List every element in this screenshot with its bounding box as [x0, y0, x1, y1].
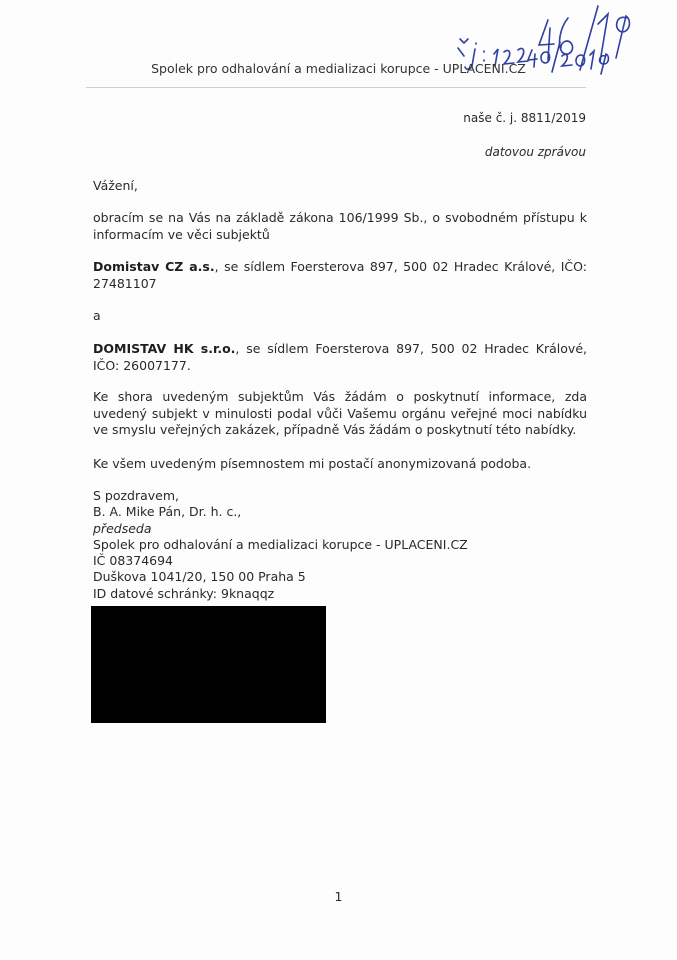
- closing: S pozdravem,: [93, 488, 180, 503]
- header-divider: [86, 87, 586, 88]
- handwritten-annotation: [420, 0, 660, 100]
- anonymization-paragraph: Ke všem uvedeným písemnostem mi postačí anonymizovaná podoba.: [93, 456, 532, 471]
- reference-number: naše č. j. 8811/2019: [463, 111, 586, 125]
- signatory-name: B. A. Mike Pán, Dr. h. c.,: [93, 504, 242, 520]
- databox-id: ID datové schránky: 9knaqqz: [93, 585, 275, 601]
- company-id: IČ 08374694: [93, 553, 174, 569]
- subject-1-name: Domistav CZ a.s.: [93, 259, 215, 274]
- address: Duškova 1041/20, 150 00 Praha 5: [93, 569, 306, 585]
- subject-2-details: , se sídlem Foersterova 897, 500 02 Hradec Králové, IČO: 26007177.: [93, 341, 587, 373]
- conjunction: a: [93, 308, 101, 323]
- header-organization: Spolek pro odhalování a medializaci korupce - UPLACENI.CZ: [151, 61, 526, 76]
- subject-2-paragraph: [93, 341, 587, 374]
- signatory-role: předseda: [93, 520, 152, 536]
- subject-1-details: , se sídlem Foersterova 897, 500 02 Hradec Králové, IČO: 27481107: [93, 259, 587, 291]
- page-number: 1: [334, 889, 343, 904]
- subject-2-name: DOMISTAV HK s.r.o.: [93, 341, 236, 356]
- intro-paragraph: obracím se na Vás na základě zákona 106/1999 Sb., o svobodném přístupu k informacím ve věci subjektů: [93, 210, 587, 242]
- request-paragraph: Ke shora uvedeným subjektům Vás žádám o poskytnutí informace, zda uvedený subjekt v minulosti podal vůči Vašemu orgánu veřejné moci nabídku ve smyslu veřejných zakázek, případně Vás žádám o poskytnutí této nabídky.: [93, 389, 587, 437]
- delivery-method: datovou zprávou: [484, 145, 586, 159]
- signature-block: [93, 488, 468, 602]
- subject-1-paragraph: [93, 259, 587, 292]
- salutation: Vážení,: [93, 178, 138, 193]
- signature-organization: Spolek pro odhalování a medializaci korupce - UPLACENI.CZ: [93, 536, 468, 552]
- redacted-block: [91, 606, 326, 723]
